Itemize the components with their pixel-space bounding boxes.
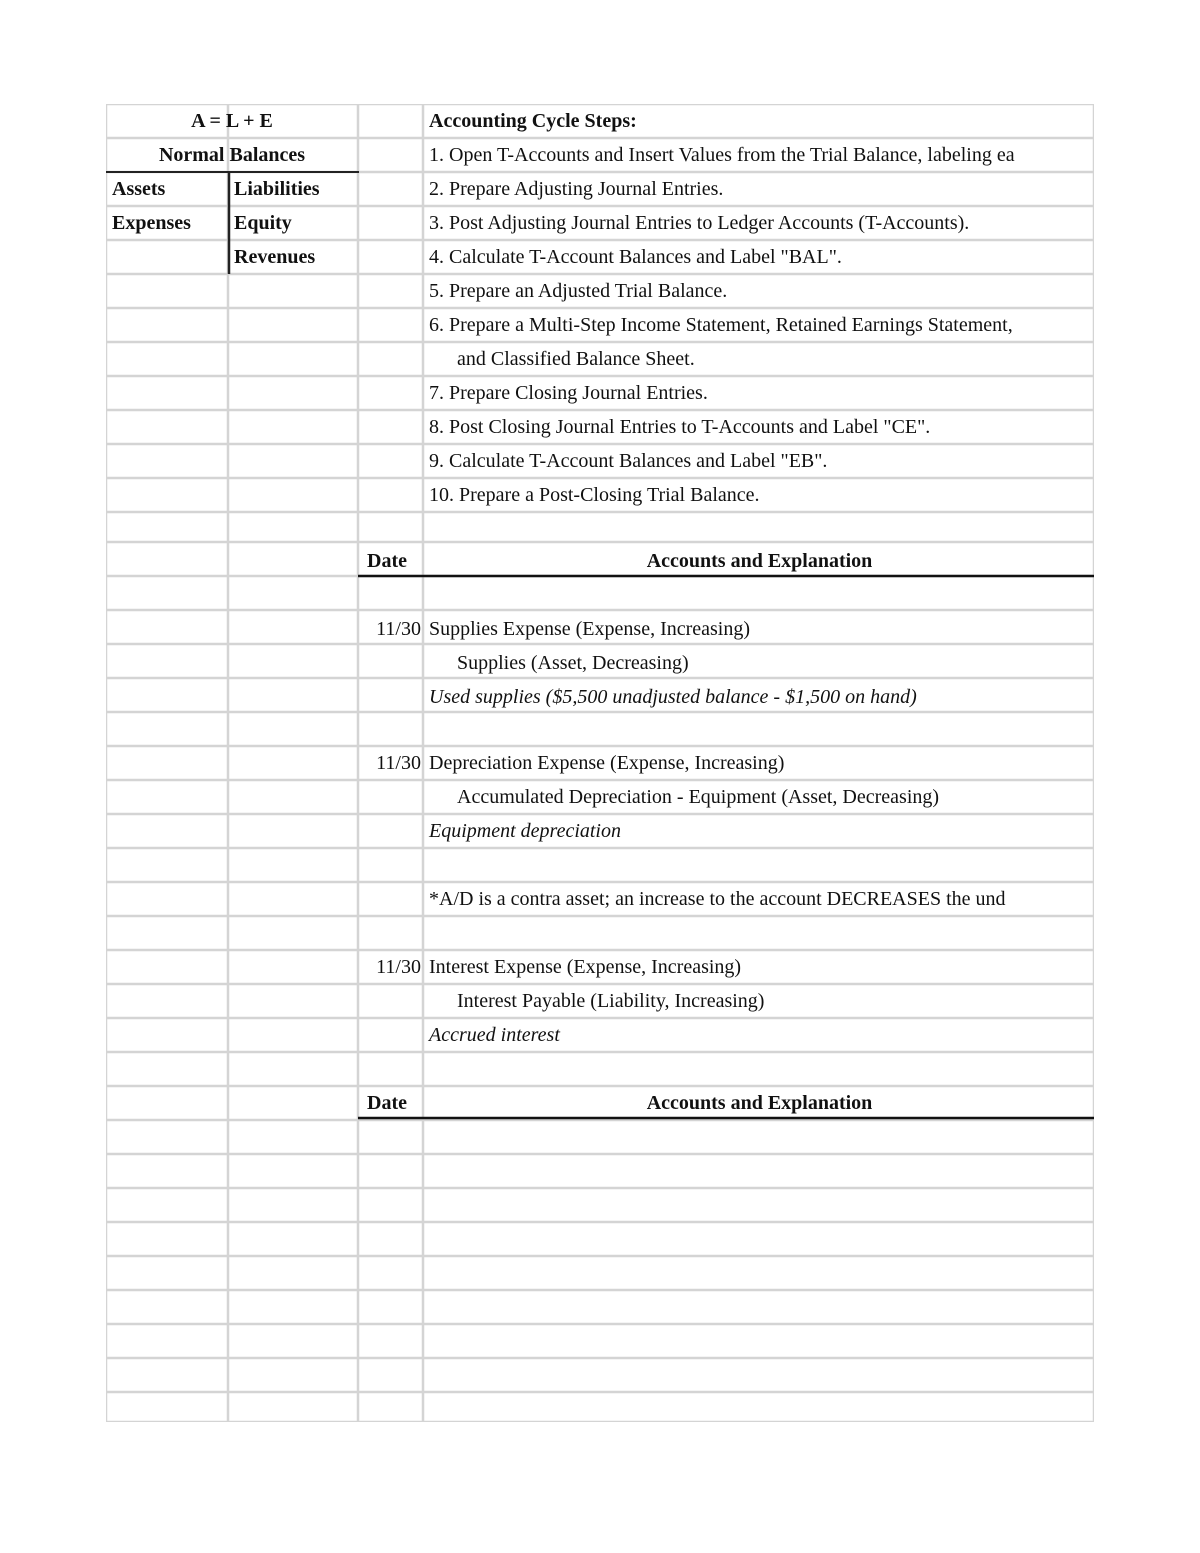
journal-accounts-header: Accounts and Explanation: [646, 1092, 873, 1114]
cycle-step-3: 3. Post Adjusting Journal Entries to Ledger Accounts (T-Accounts).: [429, 212, 970, 234]
journal-accounts-header: Accounts and Explanation: [646, 550, 873, 572]
cycle-step-4: 4. Calculate T-Account Balances and Label "BAL".: [429, 246, 842, 268]
entry-explanation: Equipment depreciation: [429, 820, 621, 842]
cycle-steps-title: Accounting Cycle Steps:: [429, 110, 637, 132]
journal-date-header: Date: [367, 550, 407, 572]
legend-revenues: Revenues: [234, 246, 316, 268]
cycle-step-1: 1. Open T-Accounts and Insert Values from the Trial Balance, labeling ea: [429, 144, 1015, 166]
cycle-step-5: 5. Prepare an Adjusted Trial Balance.: [429, 280, 728, 302]
worksheet: [106, 104, 1094, 1422]
journal-date-header: Date: [367, 1092, 407, 1114]
cycle-step-8: 8. Post Closing Journal Entries to T-Accounts and Label "CE".: [429, 416, 931, 438]
entry-date: 11/30: [376, 618, 421, 640]
cycle-step-6-continued: and Classified Balance Sheet.: [457, 348, 695, 370]
entry-explanation: Used supplies ($5,500 unadjusted balance - $1,500 on hand): [429, 686, 917, 708]
entry-credit-account: Supplies (Asset, Decreasing): [457, 652, 689, 674]
cycle-step-10: 10. Prepare a Post-Closing Trial Balance.: [429, 484, 760, 506]
cycle-step-2: 2. Prepare Adjusting Journal Entries.: [429, 178, 724, 200]
normal-balances-heading: Normal Balances: [158, 144, 306, 166]
entry-credit-account: Accumulated Depreciation - Equipment (Asset, Decreasing): [457, 786, 940, 808]
entry-debit-account: Depreciation Expense (Expense, Increasing): [429, 752, 785, 774]
legend-liabilities: Liabilities: [234, 178, 320, 200]
cycle-step-6: 6. Prepare a Multi-Step Income Statement, Retained Earnings Statement,: [429, 314, 1013, 336]
cycle-step-7: 7. Prepare Closing Journal Entries.: [429, 382, 708, 404]
legend-equity: Equity: [234, 212, 292, 234]
contra-asset-note: *A/D is a contra asset; an increase to the account DECREASES the und: [429, 888, 1006, 910]
legend-expenses: Expenses: [112, 212, 191, 234]
legend-assets: Assets: [112, 178, 166, 200]
entry-date: 11/30: [376, 956, 421, 978]
entry-debit-account: Interest Expense (Expense, Increasing): [429, 956, 742, 978]
cycle-step-9: 9. Calculate T-Account Balances and Label "EB".: [429, 450, 828, 472]
entry-credit-account: Interest Payable (Liability, Increasing): [457, 990, 765, 1012]
equation-heading: A = L + E: [191, 110, 273, 132]
entry-debit-account: Supplies Expense (Expense, Increasing): [429, 618, 751, 640]
entry-explanation: Accrued interest: [429, 1024, 560, 1046]
entry-date: 11/30: [376, 752, 421, 774]
